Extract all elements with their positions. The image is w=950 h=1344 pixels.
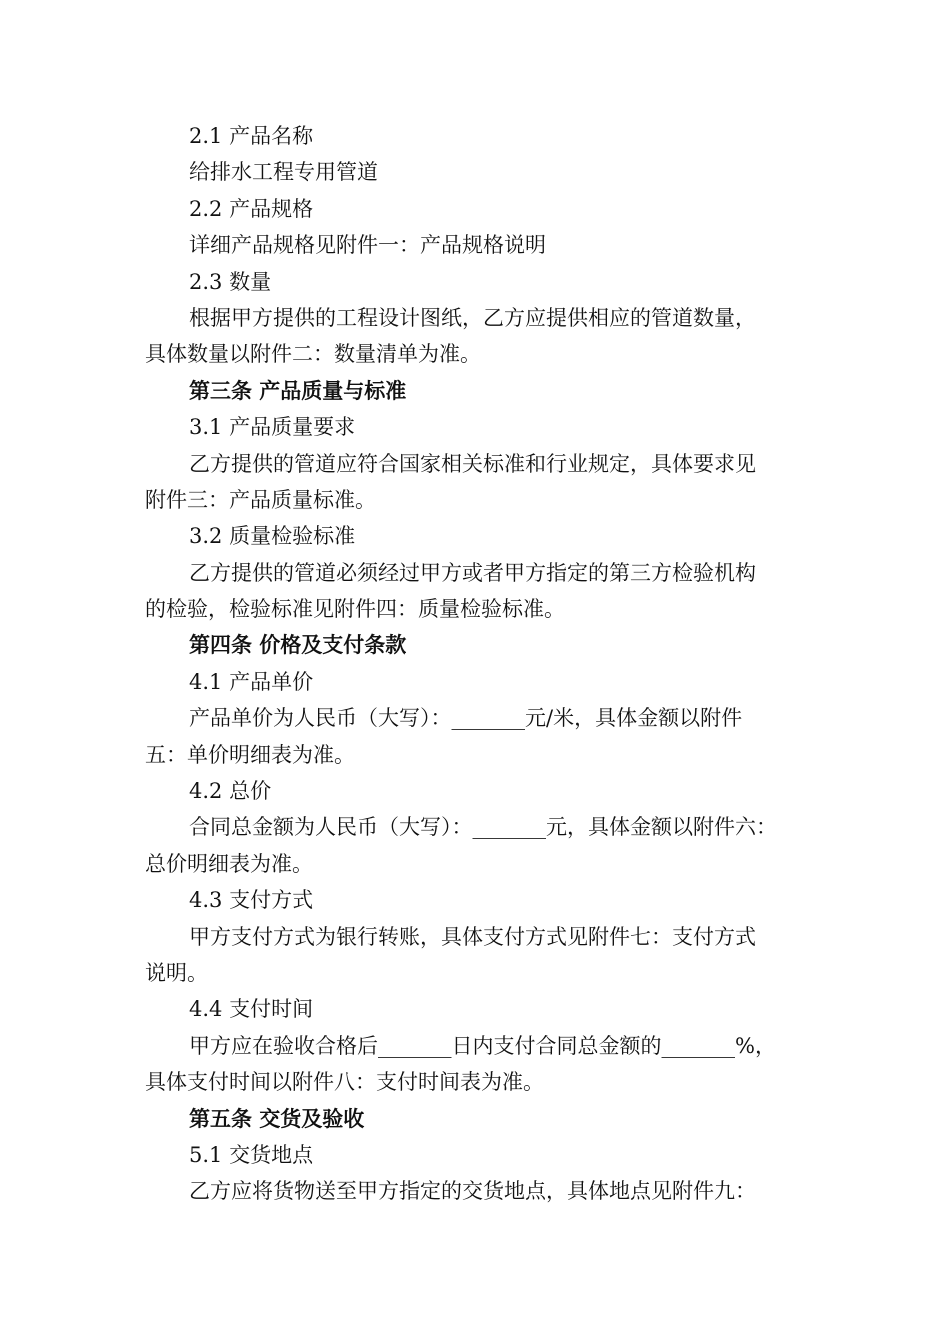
- section-2-1-title: 2.1 产品名称: [189, 124, 314, 148]
- section-4-4-body-line-1: 甲方应在验收合格后_______日内支付合同总金额的_______%，: [189, 1033, 776, 1058]
- section-2-3-title: 2.3 数量: [189, 269, 272, 294]
- section-2-2-body: 详细产品规格见附件一：产品规格说明: [189, 233, 546, 258]
- contract-body: [145, 118, 825, 1210]
- section-3-2-body-line-1: 乙方提供的管道必须经过甲方或者甲方指定的第三方检验机构: [189, 560, 756, 585]
- section-2-1-body: 给排水工程专用管道: [189, 160, 378, 185]
- section-3-1-title: 3.1 产品质量要求: [189, 415, 356, 440]
- section-2-3-body-line-1: 根据甲方提供的工程设计图纸，乙方应提供相应的管道数量，: [189, 305, 756, 330]
- section-4-4-body-line-2: 具体支付时间以附件八：支付时间表为准。: [145, 1070, 544, 1095]
- section-3-1-body-line-1: 乙方提供的管道应符合国家相关标准和行业规定，具体要求见: [189, 451, 756, 476]
- article-4-heading: 第四条 价格及支付条款: [189, 633, 407, 658]
- article-5-heading: 第五条 交货及验收: [189, 1106, 365, 1131]
- section-4-1-body-line-2: 五：单价明细表为准。: [145, 742, 355, 767]
- section-5-1-body-line-1: 乙方应将货物送至甲方指定的交货地点，具体地点见附件九：: [189, 1179, 756, 1204]
- section-5-1-title: 5.1 交货地点: [189, 1142, 314, 1167]
- section-4-2-title: 4.2 总价: [189, 779, 272, 804]
- section-4-2-body-line-1: 合同总金额为人民币（大写）：_______元，具体金额以附件六：: [189, 815, 777, 840]
- section-4-3-body-line-2: 说明。: [145, 960, 208, 985]
- section-3-2-body-line-2: 的检验，检验标准见附件四：质量检验标准。: [145, 597, 565, 622]
- section-4-4-title: 4.4 支付时间: [189, 997, 314, 1022]
- section-4-3-title: 4.3 支付方式: [189, 888, 314, 913]
- section-4-1-title: 4.1 产品单价: [189, 669, 314, 694]
- section-2-2-title: 2.2 产品规格: [189, 196, 314, 221]
- section-4-2-body-line-2: 总价明细表为准。: [145, 851, 313, 876]
- section-3-1-body-line-2: 附件三：产品质量标准。: [145, 487, 376, 512]
- section-4-3-body-line-1: 甲方支付方式为银行转账，具体支付方式见附件七：支付方式: [189, 924, 756, 949]
- section-2-3-body-line-2: 具体数量以附件二：数量清单为准。: [145, 342, 481, 367]
- article-3-heading: 第三条 产品质量与标准: [189, 378, 407, 403]
- section-3-2-title: 3.2 质量检验标准: [189, 524, 356, 549]
- section-4-1-body-line-1: 产品单价为人民币（大写）：_______元/米，具体金额以附件: [189, 706, 743, 731]
